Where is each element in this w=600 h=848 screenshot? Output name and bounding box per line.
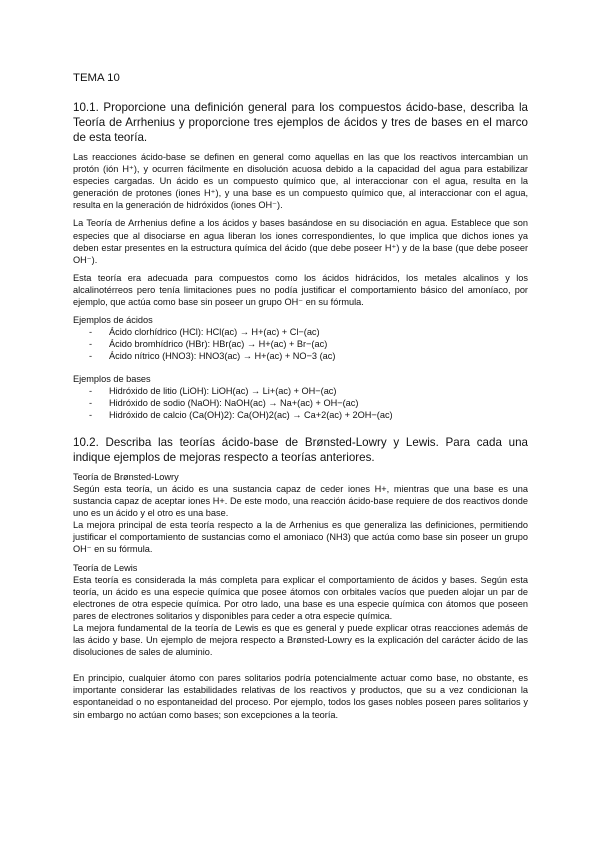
list-item: - Hidróxido de sodio (NaOH): NaOH(ac) → Na+(ac) + OH−(ac) bbox=[89, 397, 528, 409]
paragraph-lewis-improvement: La mejora fundamental de la teoría de Lewis es que es general y puede explicar otras reacciones además de las ácido y base. Un ejemplo de mejora respecto a Brønsted-Lowry es la explicación del carácter ácido de las disoluciones de sales de aluminio. bbox=[73, 623, 528, 658]
question-10-1: 10.1. Proporcione una definición general para los compuestos ácido-base, describa la Teoría de Arrhenius y proporcione tres ejemplos de ácidos y tres de bases en el marco de esta teoría. bbox=[73, 101, 528, 144]
acid-examples-list bbox=[73, 326, 528, 362]
lewis-title: Teoría de Lewis bbox=[73, 562, 138, 573]
paragraph-arrhenius: La Teoría de Arrhenius define a los ácidos y bases basándose en su disociación en agua. Establece que son especies que al disociarse en agua liberan los iones correspondientes, lo que implica que dichos iones ya deben estar presentes en la estructura química del ácido (que debe poseer H⁺) y de la base (que debe poseer OH⁻). bbox=[73, 218, 528, 265]
acid-examples-title: Ejemplos de ácidos bbox=[73, 315, 153, 326]
paragraph-final: En principio, cualquier átomo con pares solitarios podría potencialmente actuar como base, no obstante, es importante considerar las estabilidades relativas de los reactivos y productos, que su a vez condicionan la espontaneidad o no espontaneidad del proceso. Por ejemplo, todos los gases nobles poseen pares solitarios y sin embargo no actúan como bases; son excepciones a la teoría. bbox=[73, 673, 528, 720]
paragraph-lewis-definition: Esta teoría es considerada la más completa para explicar el comportamiento de ácidos y bases. Según esta teoría, un ácido es una especie química que posee átomos con orbitales vacíos que pueden alojar un par de electrones de otra especie química. Por otro lado, una base es una especie química con átomos que poseen pares de electrones solitarios y disponibles para ceder a otra especie química. bbox=[73, 574, 528, 621]
list-item: - Hidróxido de litio (LiOH): LiOH(ac) → Li+(ac) + OH−(ac) bbox=[89, 385, 528, 397]
question-10-2: 10.2. Describa las teorías ácido-base de Brønsted-Lowry y Lewis. Para cada una indique ejemplos de mejoras respecto a teorías anteriores. bbox=[73, 435, 528, 464]
list-item: - Ácido bromhídrico (HBr): HBr(ac) → H+(ac) + Br−(ac) bbox=[89, 338, 528, 350]
paragraph-bronsted-definition: Según esta teoría, un ácido es una sustancia capaz de ceder iones H+, mientras que una base es una sustancia capaz de aceptar iones H+. De este modo, una reacción ácido-base requiere de dos reactivos donde uno es un ácido y el otro es una base. bbox=[73, 483, 528, 519]
list-item: - Ácido clorhídrico (HCl): HCl(ac) → H+(ac) + Cl−(ac) bbox=[89, 326, 528, 338]
paragraph-limitations: Esta teoría era adecuada para compuestos como los ácidos hidrácidos, los metales alcalinos y los alcalinotérreos pero tenía limitaciones pues no podía justificar el comportamiento básico del amoníaco, por ejemplo, que actúa como base sin poseer un grupo OH⁻ en su fórmula. bbox=[73, 272, 528, 308]
paragraph-definition: Las reacciones ácido-base se definen en general como aquellas en las que los reactivos intercambian un protón (ión H⁺), y ocurren fácilmente en disolución acuosa debido a la capacidad del agua para estabilizar especies cargadas. Un ácido es un compuesto químico que, al interaccionar con el agua, resulta en la generación de protones (iones H⁺), y una base es un compuesto químico que, al interaccionar con el agua, resulta en la generación de hidróxidos (iones OH⁻). bbox=[73, 152, 528, 211]
list-item: - Hidróxido de calcio (Ca(OH)2): Ca(OH)2(ac) → Ca+2(ac) + 2OH−(ac) bbox=[89, 409, 528, 421]
base-examples-title: Ejemplos de bases bbox=[73, 373, 151, 384]
paragraph-bronsted-improvement: La mejora principal de esta teoría respecto a la de Arrhenius es que generaliza las definiciones, permitiendo justificar el comportamiento de sustancias como el amoniaco (NH3) que actúa como base sin poseer un grupo OH⁻ en su fórmula. bbox=[73, 520, 528, 555]
base-examples-list bbox=[73, 385, 528, 421]
bronsted-title: Teoría de Brønsted-Lowry bbox=[73, 471, 179, 482]
list-item: - Ácido nítrico (HNO3): HNO3(ac) → H+(ac) + NO−3 (ac) bbox=[89, 350, 528, 362]
document-title: TEMA 10 bbox=[73, 72, 120, 84]
